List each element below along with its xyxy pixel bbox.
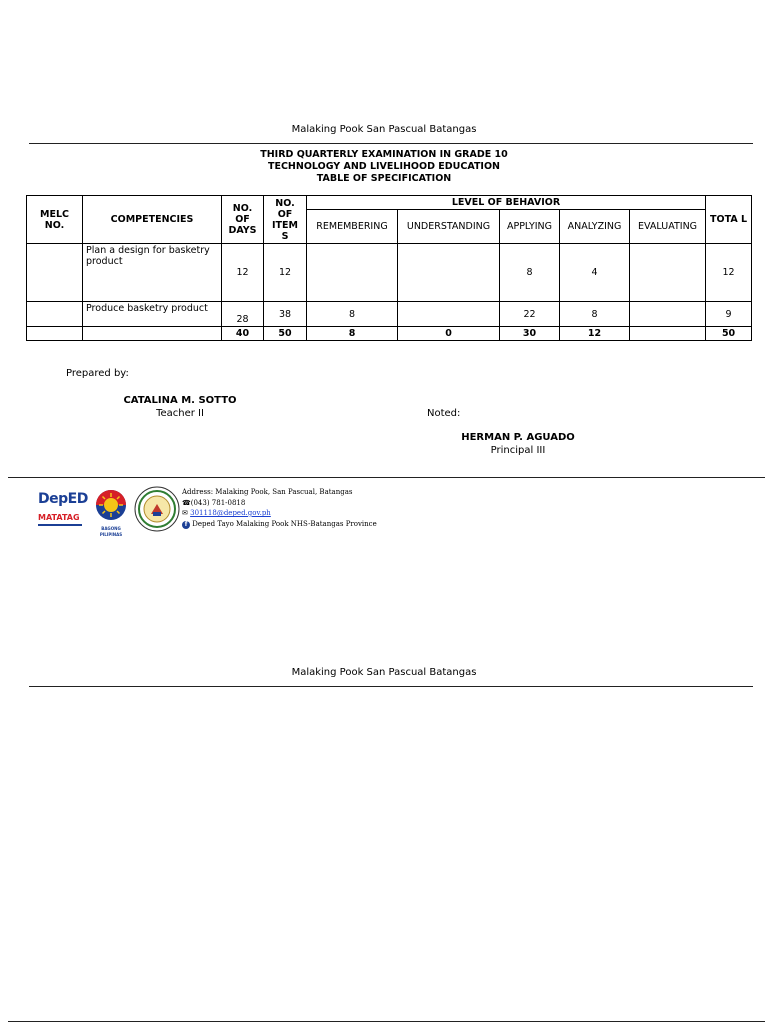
footer-phone: (043) 781-0818 [190, 498, 246, 507]
row2-applying: 22 [500, 302, 560, 327]
facebook-icon: f [182, 521, 190, 529]
header-total: TOTA L [706, 196, 752, 244]
totals-understanding: 0 [398, 327, 500, 341]
row1-evaluating [630, 244, 706, 302]
header-evaluating: EVALUATING [630, 210, 706, 244]
totals-evaluating [630, 327, 706, 341]
prepared-by-label: Prepared by: [66, 368, 129, 379]
totals-competency [83, 327, 222, 341]
row1-applying: 8 [500, 244, 560, 302]
row2-total: 9 [706, 302, 752, 327]
row2-melc [27, 302, 83, 327]
school-seal-logo [134, 486, 180, 532]
header-melc: MELC NO. [27, 196, 83, 244]
header-level-of-behavior: LEVEL OF BEHAVIOR [307, 196, 706, 210]
totals-row [27, 327, 752, 341]
totals-applying: 30 [500, 327, 560, 341]
row1-total: 12 [706, 244, 752, 302]
header-remembering: REMEMBERING [307, 210, 398, 244]
school-seal-icon [134, 486, 180, 532]
footer-contact [182, 487, 377, 529]
totals-analyzing: 12 [560, 327, 630, 341]
title-line-3: TABLE OF SPECIFICATION [316, 173, 452, 184]
row1-melc [27, 244, 83, 302]
page2-school-header: Malaking Pook San Pascual Batangas [291, 667, 477, 678]
footer-phone-line [182, 498, 377, 509]
sun-emblem-icon [90, 488, 132, 522]
footer-email-link[interactable]: 301118@deped.gov.ph [190, 509, 271, 517]
school-header: Malaking Pook San Pascual Batangas [291, 124, 477, 135]
row1-competency: Plan a design for basketry product [83, 244, 222, 302]
table-row [27, 244, 752, 302]
header-competencies: COMPETENCIES [83, 196, 222, 244]
footer-address: Address: Malaking Pook, San Pascual, Batangas [182, 488, 353, 496]
row2-remembering: 8 [307, 302, 398, 327]
row2-items: 38 [264, 302, 307, 327]
header-days: NO. OF DAYS [222, 196, 264, 244]
matatag-logo-text: MATATAG [38, 513, 80, 522]
row1-items: 12 [264, 244, 307, 302]
footer-facebook: Deped Tayo Malaking Pook NHS-Batangas Province [192, 519, 377, 528]
header-divider [29, 143, 753, 144]
row1-analyzing: 4 [560, 244, 630, 302]
row2-understanding [398, 302, 500, 327]
totals-items: 50 [264, 327, 307, 341]
row2-evaluating [630, 302, 706, 327]
preparer-name: CATALINA M. SOTTO [123, 395, 237, 406]
page2-header-divider [29, 686, 753, 687]
totals-melc [27, 327, 83, 341]
table-row [27, 302, 752, 327]
mail-icon: ✉ [182, 509, 188, 517]
title-line-2: TECHNOLOGY AND LIVELIHOOD EDUCATION [267, 161, 500, 172]
row1-understanding [398, 244, 500, 302]
totals-remembering: 8 [307, 327, 398, 341]
bagong-pilipinas-logo [90, 488, 132, 537]
totals-days: 40 [222, 327, 264, 341]
specification-table [26, 195, 752, 341]
totals-total: 50 [706, 327, 752, 341]
noted-label: Noted: [427, 408, 461, 419]
row2-analyzing: 8 [560, 302, 630, 327]
footer-facebook-line [182, 519, 377, 530]
noter-title: Principal III [490, 445, 546, 456]
header-analyzing: ANALYZING [560, 210, 630, 244]
row1-remembering [307, 244, 398, 302]
header-understanding: UNDERSTANDING [398, 210, 500, 244]
bagong-pilipinas-text: BAGONG PILIPINAS [99, 526, 123, 537]
title-line-1: THIRD QUARTERLY EXAMINATION IN GRADE 10 [260, 149, 508, 160]
deped-logo-text: DepED [38, 491, 88, 507]
deped-matatag-logo [38, 488, 86, 530]
page2-footer-divider [8, 1021, 765, 1022]
preparer-title: Teacher II [156, 408, 204, 419]
row2-competency: Produce basketry product [83, 302, 222, 327]
footer-divider [8, 477, 765, 478]
footer-email-line [182, 508, 377, 519]
row1-days: 12 [222, 244, 264, 302]
header-applying: APPLYING [500, 210, 560, 244]
document-title [0, 149, 768, 185]
noter-name: HERMAN P. AGUADO [461, 432, 575, 443]
phone-icon: ☎ [182, 498, 191, 507]
header-items: NO. OF ITEM S [264, 196, 307, 244]
row2-days: 28 [222, 302, 264, 327]
